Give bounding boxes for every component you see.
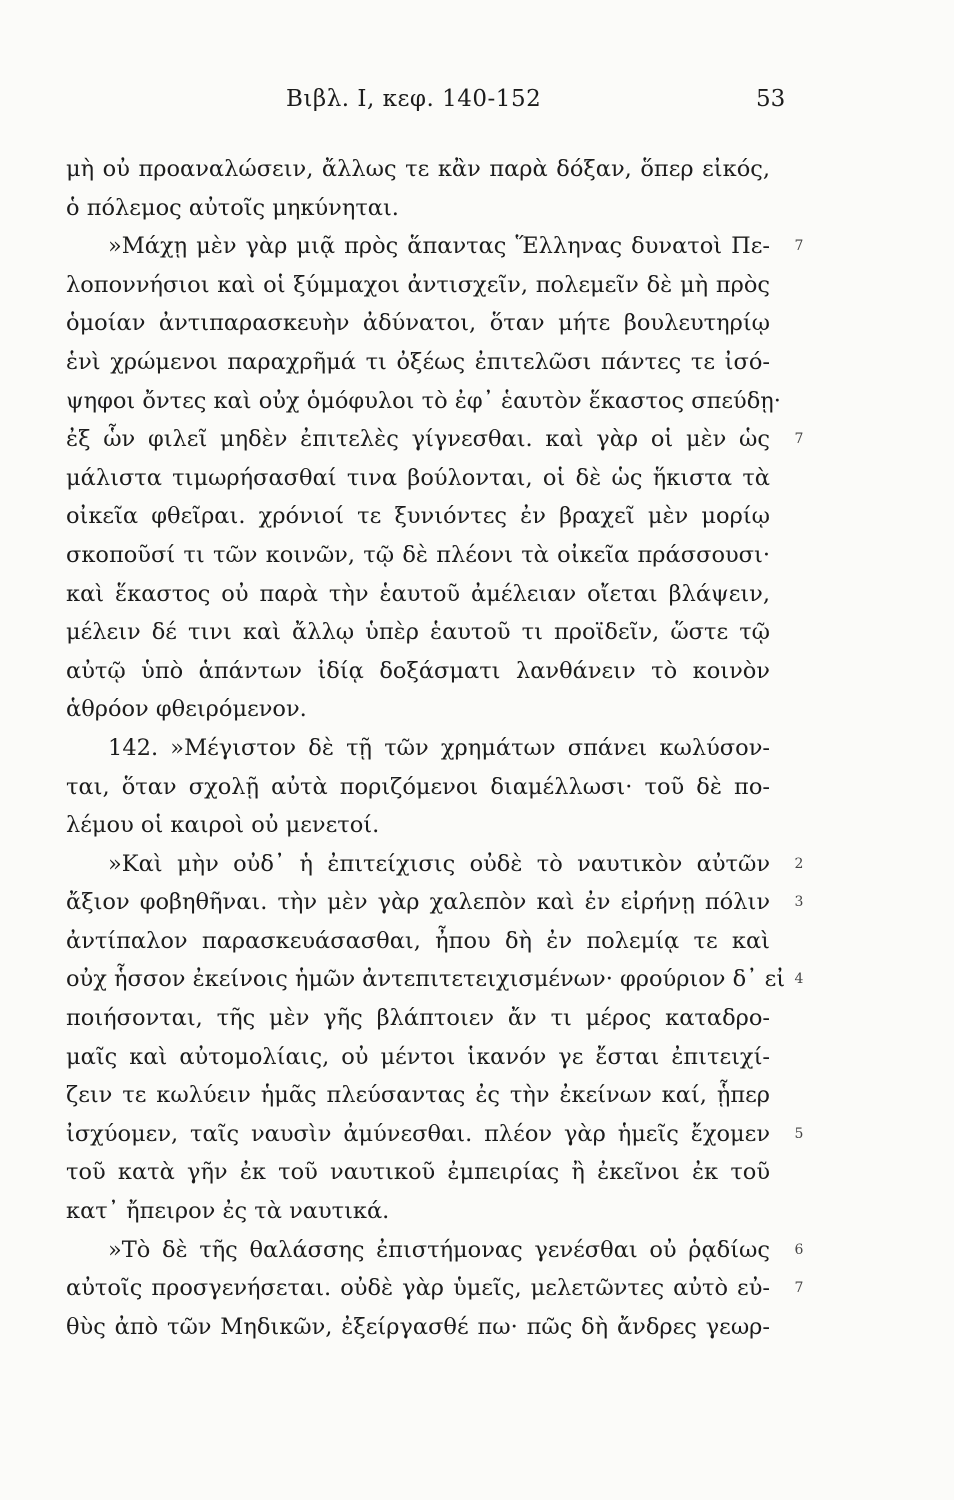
page-header [0, 86, 954, 116]
text-line: ποιήσονται, τῆς μὲν γῆς βλάπτοιεν ἄν τι μέρος καταδρο- [66, 1005, 770, 1032]
text-line: σκοποῦσί τι τῶν κοινῶν, τῷ δὲ πλέονι τὰ οἰκεῖα πράσσουσι· [66, 541, 770, 568]
text-line: λοποννήσιοι καὶ οἱ ξύμμαχοι ἀντισχεῖν, πολεμεῖν δὲ μὴ πρὸς [66, 271, 770, 298]
text-line: θὺς ἀπὸ τῶν Μηδικῶν, ἐξείργασθέ πω· πῶς δὴ ἄνδρες γεωρ- [66, 1313, 770, 1340]
text-line: μάλιστα τιμωρήσασθαί τινα βούλονται, οἱ δὲ ὡς ἥκιστα τὰ [66, 464, 770, 491]
line-number: 7 [794, 238, 804, 255]
page-number: 53 [756, 86, 786, 112]
text-line: μέλειν δέ τινι καὶ ἄλλῳ ὑπὲρ ἑαυτοῦ τι προϊδεῖν, ὥστε τῷ [66, 619, 770, 646]
text-line: »Καὶ μὴν οὐδ᾽ ἡ ἐπιτείχισις οὐδὲ τὸ ναυτικὸν αὐτῶν 2 [66, 845, 770, 884]
text-line: ἄξιον φοβηθῆναι. τὴν μὲν γὰρ χαλεπὸν καὶ ἐν εἰρήνῃ πόλιν 3 [66, 883, 770, 922]
line-number: 5 [794, 1125, 804, 1142]
text-line: »Τὸ δὲ τῆς θαλάσσης ἐπιστήμονας γενέσθαι οὐ ῥᾳδίως 6 [66, 1231, 770, 1270]
text-line: ὁμοίαν ἀντιπαρασκευὴν ἀδύνατοι, ὅταν μήτε βουλευτηρίῳ [66, 310, 770, 337]
text-line: ψηφοι ὄντες καὶ οὐχ ὁμόφυλοι τὸ ἐφ᾽ ἑαυτὸν ἕκαστος σπεύδῃ· [66, 387, 781, 414]
text-line: τοῦ κατὰ γῆν ἐκ τοῦ ναυτικοῦ ἐμπειρίας ἢ ἐκεῖνοι ἐκ τοῦ [66, 1159, 770, 1186]
text-line: λέμου οἱ καιροὶ οὐ μενετοί. [66, 812, 380, 839]
text-line: κατ᾽ ἤπειρον ἐς τὰ ναυτικά. [66, 1198, 390, 1225]
text-line: οἰκεῖα φθεῖραι. χρόνιοί τε ξυνιόντες ἐν βραχεῖ μὲν μορίῳ [66, 503, 770, 530]
line-number: 7 [794, 431, 804, 448]
text-line: ἁθρόον φθειρόμενον. [66, 696, 307, 723]
text-line: »Μάχῃ μὲν γὰρ μιᾷ πρὸς ἅπαντας Ἕλληνας δυνατοὶ Πε- 7 [66, 227, 770, 266]
text-line: ἀντίπαλον παρασκευάσασθαι, ἦπου δὴ ἐν πολεμίᾳ τε καὶ [66, 927, 770, 954]
text-line: ἰσχύομεν, ταῖς ναυσὶν ἀμύνεσθαι. πλέον γὰρ ἡμεῖς ἔχομεν 5 [66, 1115, 770, 1154]
text-line: καὶ ἕκαστος οὐ παρὰ τὴν ἑαυτοῦ ἀμέλειαν οἴεται βλάψειν, [66, 580, 770, 607]
text-line: ὁ πόλεμος αὐτοῖς μηκύνηται. [66, 194, 399, 221]
text-line: ἐξ ὧν φιλεῖ μηδὲν ἐπιτελὲς γίγνεσθαι. καὶ γὰρ οἱ μὲν ὡς 7 [66, 420, 770, 459]
line-number: 2 [794, 855, 804, 872]
line-number: 3 [794, 894, 804, 911]
running-head: Βιβλ. I, κεφ. 140-152 [286, 86, 542, 112]
text-line: μὴ οὐ προαναλώσειν, ἄλλως τε κἂν παρὰ δόξαν, ὅπερ εἰκός, [66, 156, 770, 182]
text-line: ἑνὶ χρώμενοι παραχρῆμά τι ὀξέως ἐπιτελῶσι πάντες τε ἰσό- [66, 348, 770, 375]
line-number: 6 [794, 1241, 804, 1258]
text-line: ζειν τε κωλύειν ἡμᾶς πλεύσαντας ἐς τὴν ἐκείνων καί, ᾗπερ [66, 1082, 770, 1109]
section-start-line: 142. »Μέγιστον δὲ τῇ τῶν χρημάτων σπάνει κωλύσον- [108, 734, 770, 761]
text-line: αὐτοῖς προσγενήσεται. οὐδὲ γὰρ ὑμεῖς, μελετῶντες αὐτὸ εὐ- 7 [66, 1269, 770, 1308]
body-text [66, 150, 804, 1346]
line-number: 7 [794, 1280, 804, 1297]
line-number: 4 [794, 971, 804, 988]
text-line: οὐχ ἧσσον ἐκείνοις ἡμῶν ἀντεπιτετειχισμένων· φρούριον δ᾽ εἰ 4 [66, 960, 770, 999]
text-line: αὐτῷ ὑπὸ ἁπάντων ἰδίᾳ δοξάσματι λανθάνειν τὸ κοινὸν [66, 657, 770, 684]
text-line: μαῖς καὶ αὐτομολίαις, οὐ μέντοι ἱκανόν γε ἔσται ἐπιτειχί- [66, 1043, 770, 1070]
text-line: ται, ὅταν σχολῇ αὐτὰ ποριζόμενοι διαμέλλωσι· τοῦ δὲ πο- [66, 773, 770, 800]
